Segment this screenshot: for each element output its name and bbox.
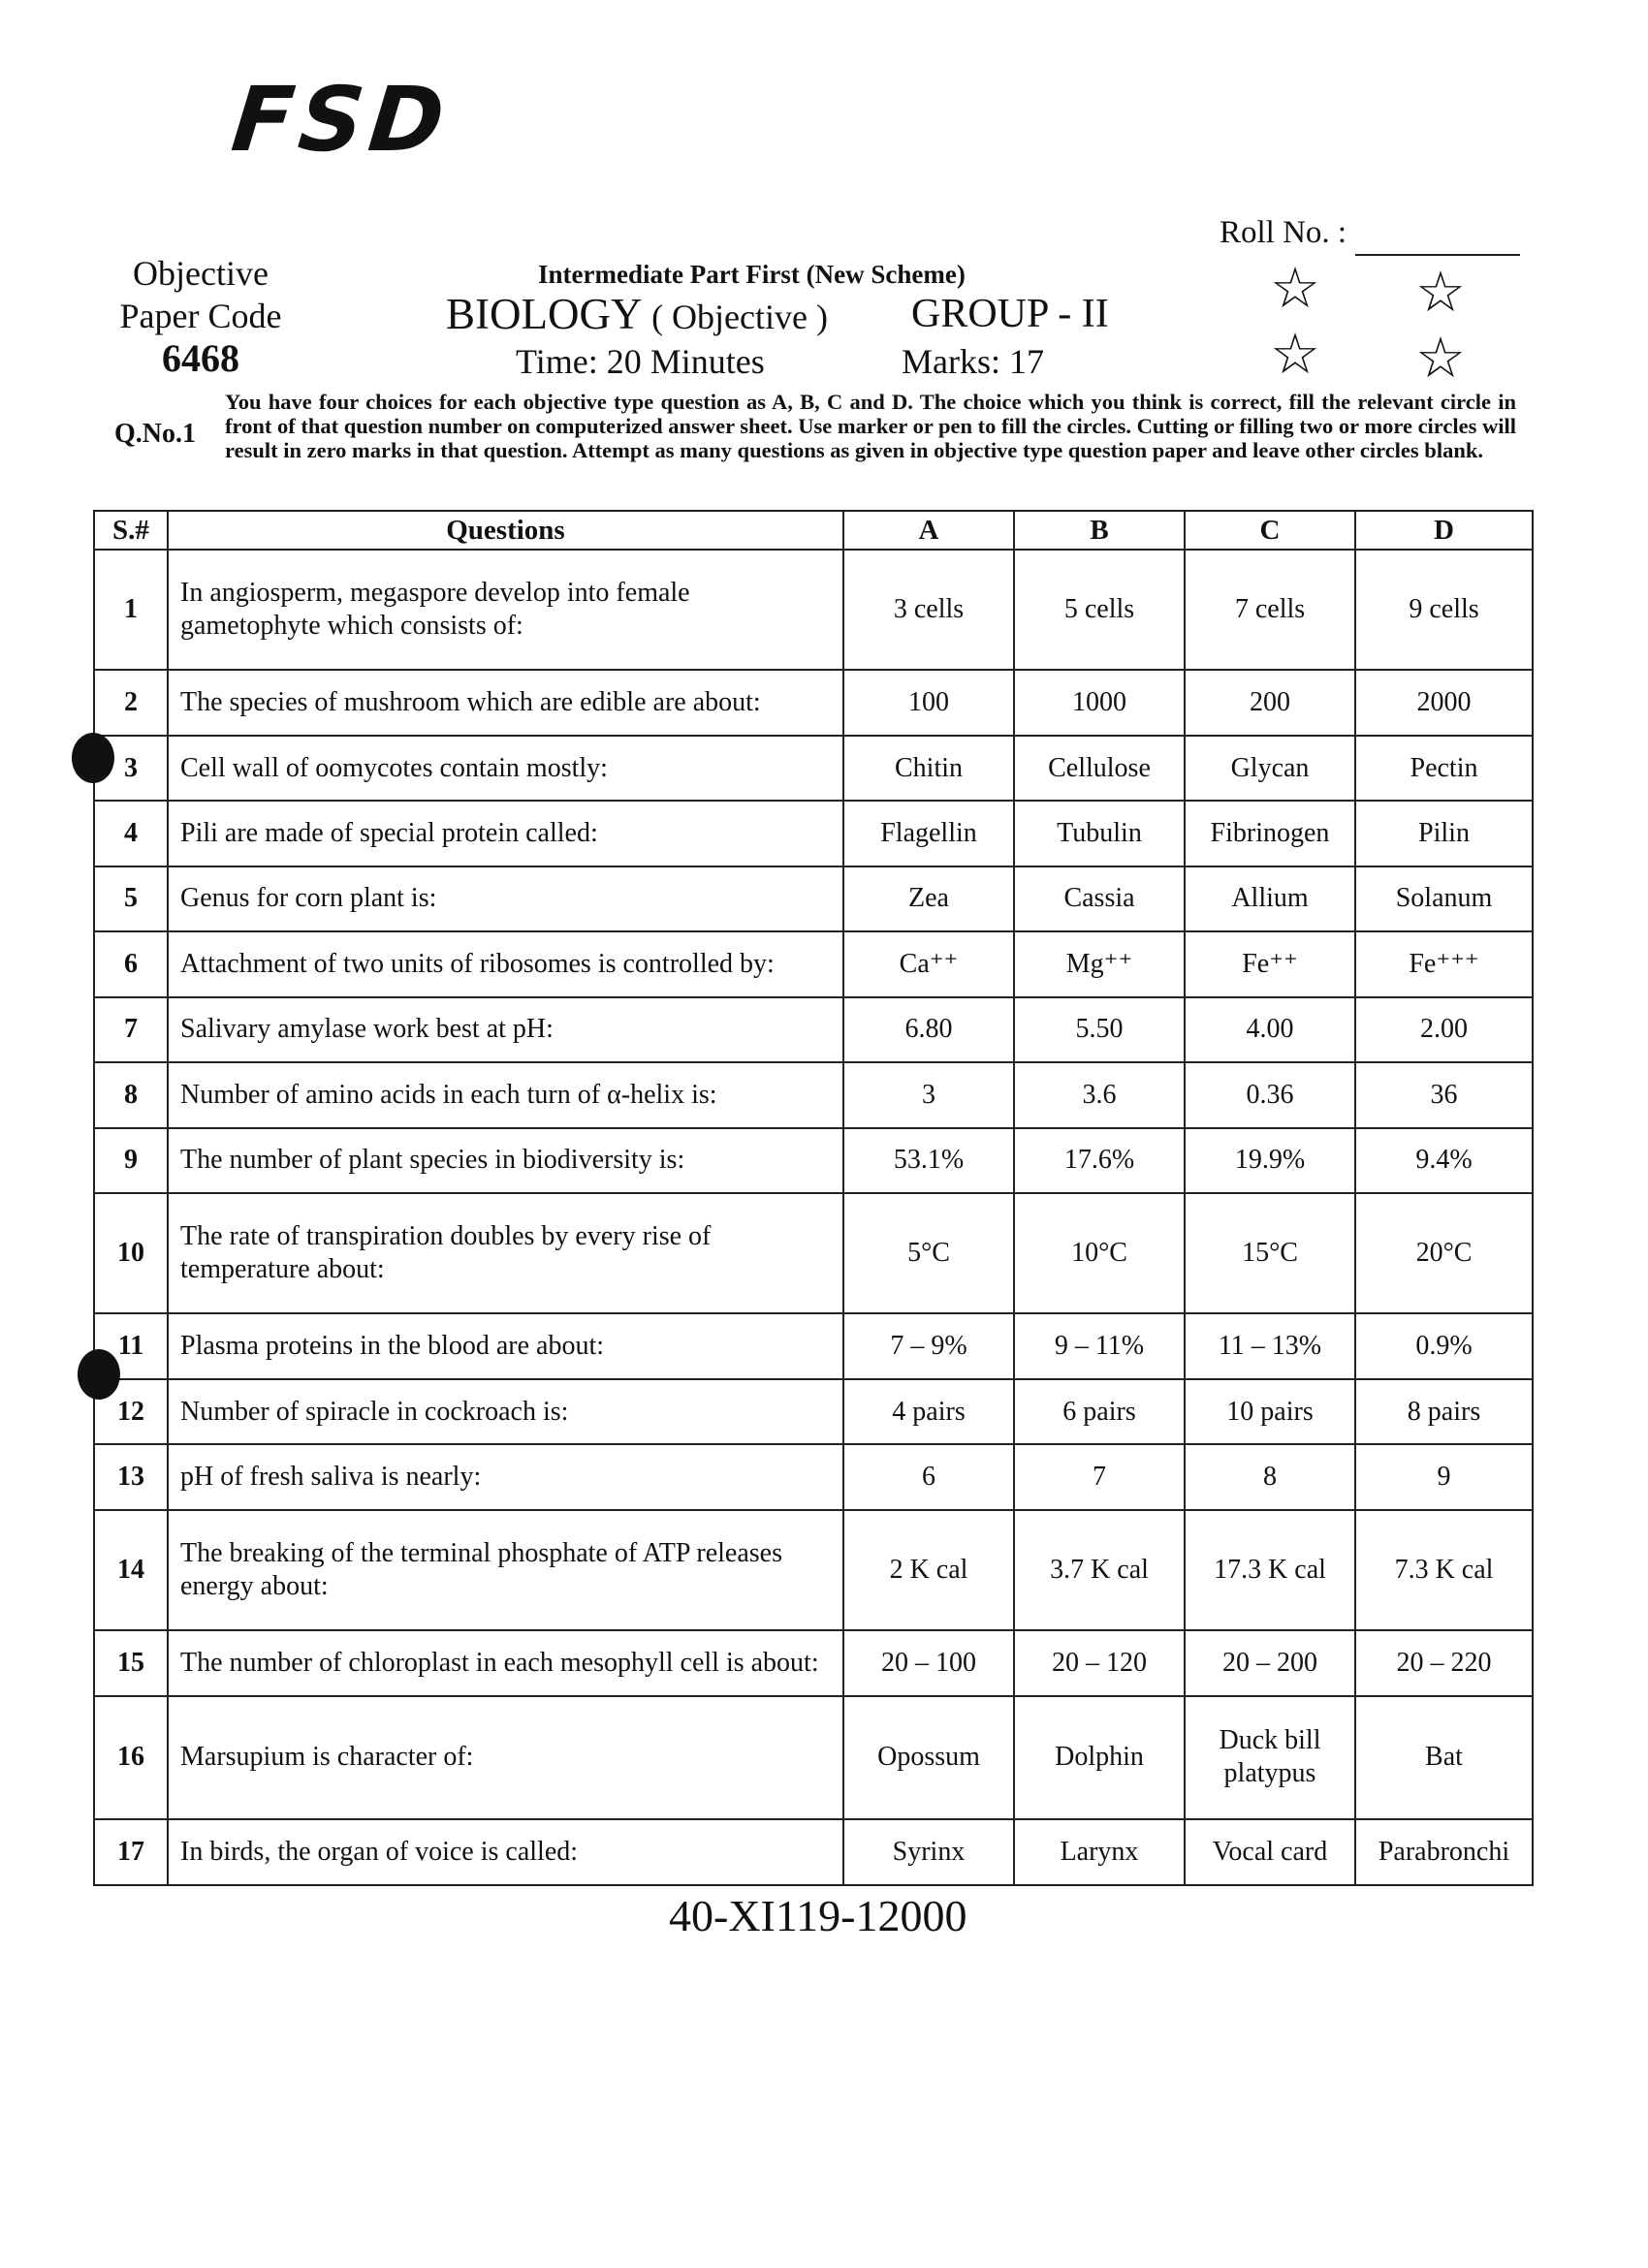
ink-blot (78, 1349, 120, 1400)
option-d: 9.4% (1355, 1128, 1533, 1193)
option-a: Opossum (843, 1696, 1014, 1820)
star-icon: ☆ (1270, 255, 1320, 321)
question-number: 8 (94, 1062, 168, 1127)
question-number: 9 (94, 1128, 168, 1193)
option-a: 6.80 (843, 997, 1014, 1062)
group-label: GROUP - II (911, 292, 1109, 336)
option-b: 17.6% (1014, 1128, 1185, 1193)
option-c: 19.9% (1185, 1128, 1355, 1193)
option-d: 20°C (1355, 1193, 1533, 1313)
time-label: Time: 20 Minutes (516, 342, 765, 381)
table-row (94, 736, 1533, 801)
subject-name: BIOLOGY (446, 290, 641, 338)
question-text: Marsupium is character of: (168, 1696, 843, 1820)
option-d: 9 (1355, 1444, 1533, 1509)
star-icon: ☆ (1415, 325, 1466, 391)
table-row (94, 550, 1533, 670)
option-d: 8 pairs (1355, 1379, 1533, 1444)
option-c: 4.00 (1185, 997, 1355, 1062)
option-c: 11 – 13% (1185, 1313, 1355, 1378)
option-c: 15°C (1185, 1193, 1355, 1313)
marks-label: Marks: 17 (902, 342, 1044, 381)
option-c: 0.36 (1185, 1062, 1355, 1127)
question-number: 17 (94, 1819, 168, 1885)
option-b: 3.6 (1014, 1062, 1185, 1127)
table-row (94, 931, 1533, 996)
option-a: 3 cells (843, 550, 1014, 670)
option-d: 2.00 (1355, 997, 1533, 1062)
option-a: 5°C (843, 1193, 1014, 1313)
header-option-d: D (1355, 511, 1533, 550)
footer-print-code: 40-XI119-12000 (669, 1891, 967, 1940)
header-serial: S.# (94, 511, 168, 550)
instructions-text: You have four choices for each objective type question as A, B, C and D. The choice which you think is correct, fill the relevant circle in front of that question number on computerized answer sheet. Use marker or pen to fill the circles. Cutting or filling two or more circles will result in zero marks in that question. Attempt as many questions as given in objective type question paper and leave other circles blank. (225, 390, 1516, 462)
option-d: 2000 (1355, 670, 1533, 735)
option-d: 0.9% (1355, 1313, 1533, 1378)
question-number: 14 (94, 1510, 168, 1630)
option-c: Vocal card (1185, 1819, 1355, 1885)
header-option-c: C (1185, 511, 1355, 550)
table-row (94, 1193, 1533, 1313)
question-text: The breaking of the terminal phosphate of ATP releases energy about: (168, 1510, 843, 1630)
question-number-label: Q.No.1 (114, 419, 196, 449)
roll-number-label: Roll No. : (1220, 215, 1347, 250)
ink-blot (72, 733, 114, 783)
option-b: Larynx (1014, 1819, 1185, 1885)
option-a: Ca⁺⁺ (843, 931, 1014, 996)
option-d: Bat (1355, 1696, 1533, 1820)
questions-table (93, 510, 1534, 1886)
question-text: In birds, the organ of voice is called: (168, 1819, 843, 1885)
option-b: 7 (1014, 1444, 1185, 1509)
option-b: 3.7 K cal (1014, 1510, 1185, 1630)
option-b: 5.50 (1014, 997, 1185, 1062)
option-b: Cassia (1014, 866, 1185, 931)
table-row (94, 1630, 1533, 1695)
option-c: Fe⁺⁺ (1185, 931, 1355, 996)
table-row (94, 1379, 1533, 1444)
option-c: Duck bill platypus (1185, 1696, 1355, 1820)
option-a: 100 (843, 670, 1014, 735)
option-b: 9 – 11% (1014, 1313, 1185, 1378)
option-d: 7.3 K cal (1355, 1510, 1533, 1630)
handwritten-fsd-note: FSD (227, 68, 456, 172)
option-d: Fe⁺⁺⁺ (1355, 931, 1533, 996)
question-number: 15 (94, 1630, 168, 1695)
option-c: 10 pairs (1185, 1379, 1355, 1444)
header-option-a: A (843, 511, 1014, 550)
option-d: 9 cells (1355, 550, 1533, 670)
question-text: Pili are made of special protein called: (168, 801, 843, 866)
option-c: 200 (1185, 670, 1355, 735)
table-row (94, 997, 1533, 1062)
option-c: Allium (1185, 866, 1355, 931)
question-number: 10 (94, 1193, 168, 1313)
question-number: 11 (94, 1313, 168, 1378)
option-b: Dolphin (1014, 1696, 1185, 1820)
table-row (94, 801, 1533, 866)
paper-code: 6468 (162, 336, 239, 380)
question-text: The number of plant species in biodiversity is: (168, 1128, 843, 1193)
option-b: 20 – 120 (1014, 1630, 1185, 1695)
table-row (94, 1510, 1533, 1630)
question-text: Number of amino acids in each turn of α-helix is: (168, 1062, 843, 1127)
paper-code-block (109, 252, 293, 380)
option-c: 20 – 200 (1185, 1630, 1355, 1695)
question-text: pH of fresh saliva is nearly: (168, 1444, 843, 1509)
option-d: 20 – 220 (1355, 1630, 1533, 1695)
question-number: 4 (94, 801, 168, 866)
option-a: 7 – 9% (843, 1313, 1014, 1378)
star-icon: ☆ (1270, 321, 1320, 387)
option-b: 6 pairs (1014, 1379, 1185, 1444)
option-c: Fibrinogen (1185, 801, 1355, 866)
question-number: 5 (94, 866, 168, 931)
option-d: 36 (1355, 1062, 1533, 1127)
option-d: Pilin (1355, 801, 1533, 866)
question-number: 7 (94, 997, 168, 1062)
question-number: 1 (94, 550, 168, 670)
table-row (94, 1696, 1533, 1820)
question-number: 12 (94, 1379, 168, 1444)
question-text: The species of mushroom which are edible are about: (168, 670, 843, 735)
question-text: The rate of transpiration doubles by every rise of temperature about: (168, 1193, 843, 1313)
option-a: Chitin (843, 736, 1014, 801)
option-b: Cellulose (1014, 736, 1185, 801)
header-option-b: B (1014, 511, 1185, 550)
question-number: 13 (94, 1444, 168, 1509)
option-a: 3 (843, 1062, 1014, 1127)
table-row (94, 1313, 1533, 1378)
table-row (94, 1128, 1533, 1193)
table-row (94, 1444, 1533, 1509)
question-text: Plasma proteins in the blood are about: (168, 1313, 843, 1378)
question-text: In angiosperm, megaspore develop into female gametophyte which consists of: (168, 550, 843, 670)
option-a: 2 K cal (843, 1510, 1014, 1630)
exam-name: Intermediate Part First (New Scheme) (538, 260, 966, 289)
star-icon: ☆ (1415, 259, 1466, 325)
table-header-row (94, 511, 1533, 550)
subject-title (446, 289, 828, 339)
table-row (94, 670, 1533, 735)
option-a: Syrinx (843, 1819, 1014, 1885)
subject-type: ( Objective ) (651, 298, 828, 336)
header-questions: Questions (168, 511, 843, 550)
option-a: Flagellin (843, 801, 1014, 866)
option-c: Glycan (1185, 736, 1355, 801)
option-b: Mg⁺⁺ (1014, 931, 1185, 996)
question-text: Cell wall of oomycotes contain mostly: (168, 736, 843, 801)
option-b: 10°C (1014, 1193, 1185, 1313)
star-boxes (1260, 255, 1512, 395)
question-text: The number of chloroplast in each mesophyll cell is about: (168, 1630, 843, 1695)
question-number: 2 (94, 670, 168, 735)
option-d: Solanum (1355, 866, 1533, 931)
option-a: Zea (843, 866, 1014, 931)
question-number: 6 (94, 931, 168, 996)
option-a: 4 pairs (843, 1379, 1014, 1444)
roll-number-field[interactable] (1355, 254, 1520, 256)
question-text: Number of spiracle in cockroach is: (168, 1379, 843, 1444)
question-text: Salivary amylase work best at pH: (168, 997, 843, 1062)
question-number: 16 (94, 1696, 168, 1820)
question-number: 3 (94, 736, 168, 801)
table-row (94, 1062, 1533, 1127)
option-c: 17.3 K cal (1185, 1510, 1355, 1630)
option-c: 8 (1185, 1444, 1355, 1509)
option-d: Pectin (1355, 736, 1533, 801)
paper-type: Objective (133, 254, 269, 293)
option-d: Parabronchi (1355, 1819, 1533, 1885)
option-b: 5 cells (1014, 550, 1185, 670)
table-row (94, 1819, 1533, 1885)
option-b: 1000 (1014, 670, 1185, 735)
option-a: 6 (843, 1444, 1014, 1509)
table-row (94, 866, 1533, 931)
question-text: Attachment of two units of ribosomes is controlled by: (168, 931, 843, 996)
option-b: Tubulin (1014, 801, 1185, 866)
paper-code-label: Paper Code (119, 297, 282, 335)
question-text: Genus for corn plant is: (168, 866, 843, 931)
option-c: 7 cells (1185, 550, 1355, 670)
option-a: 20 – 100 (843, 1630, 1014, 1695)
option-a: 53.1% (843, 1128, 1014, 1193)
